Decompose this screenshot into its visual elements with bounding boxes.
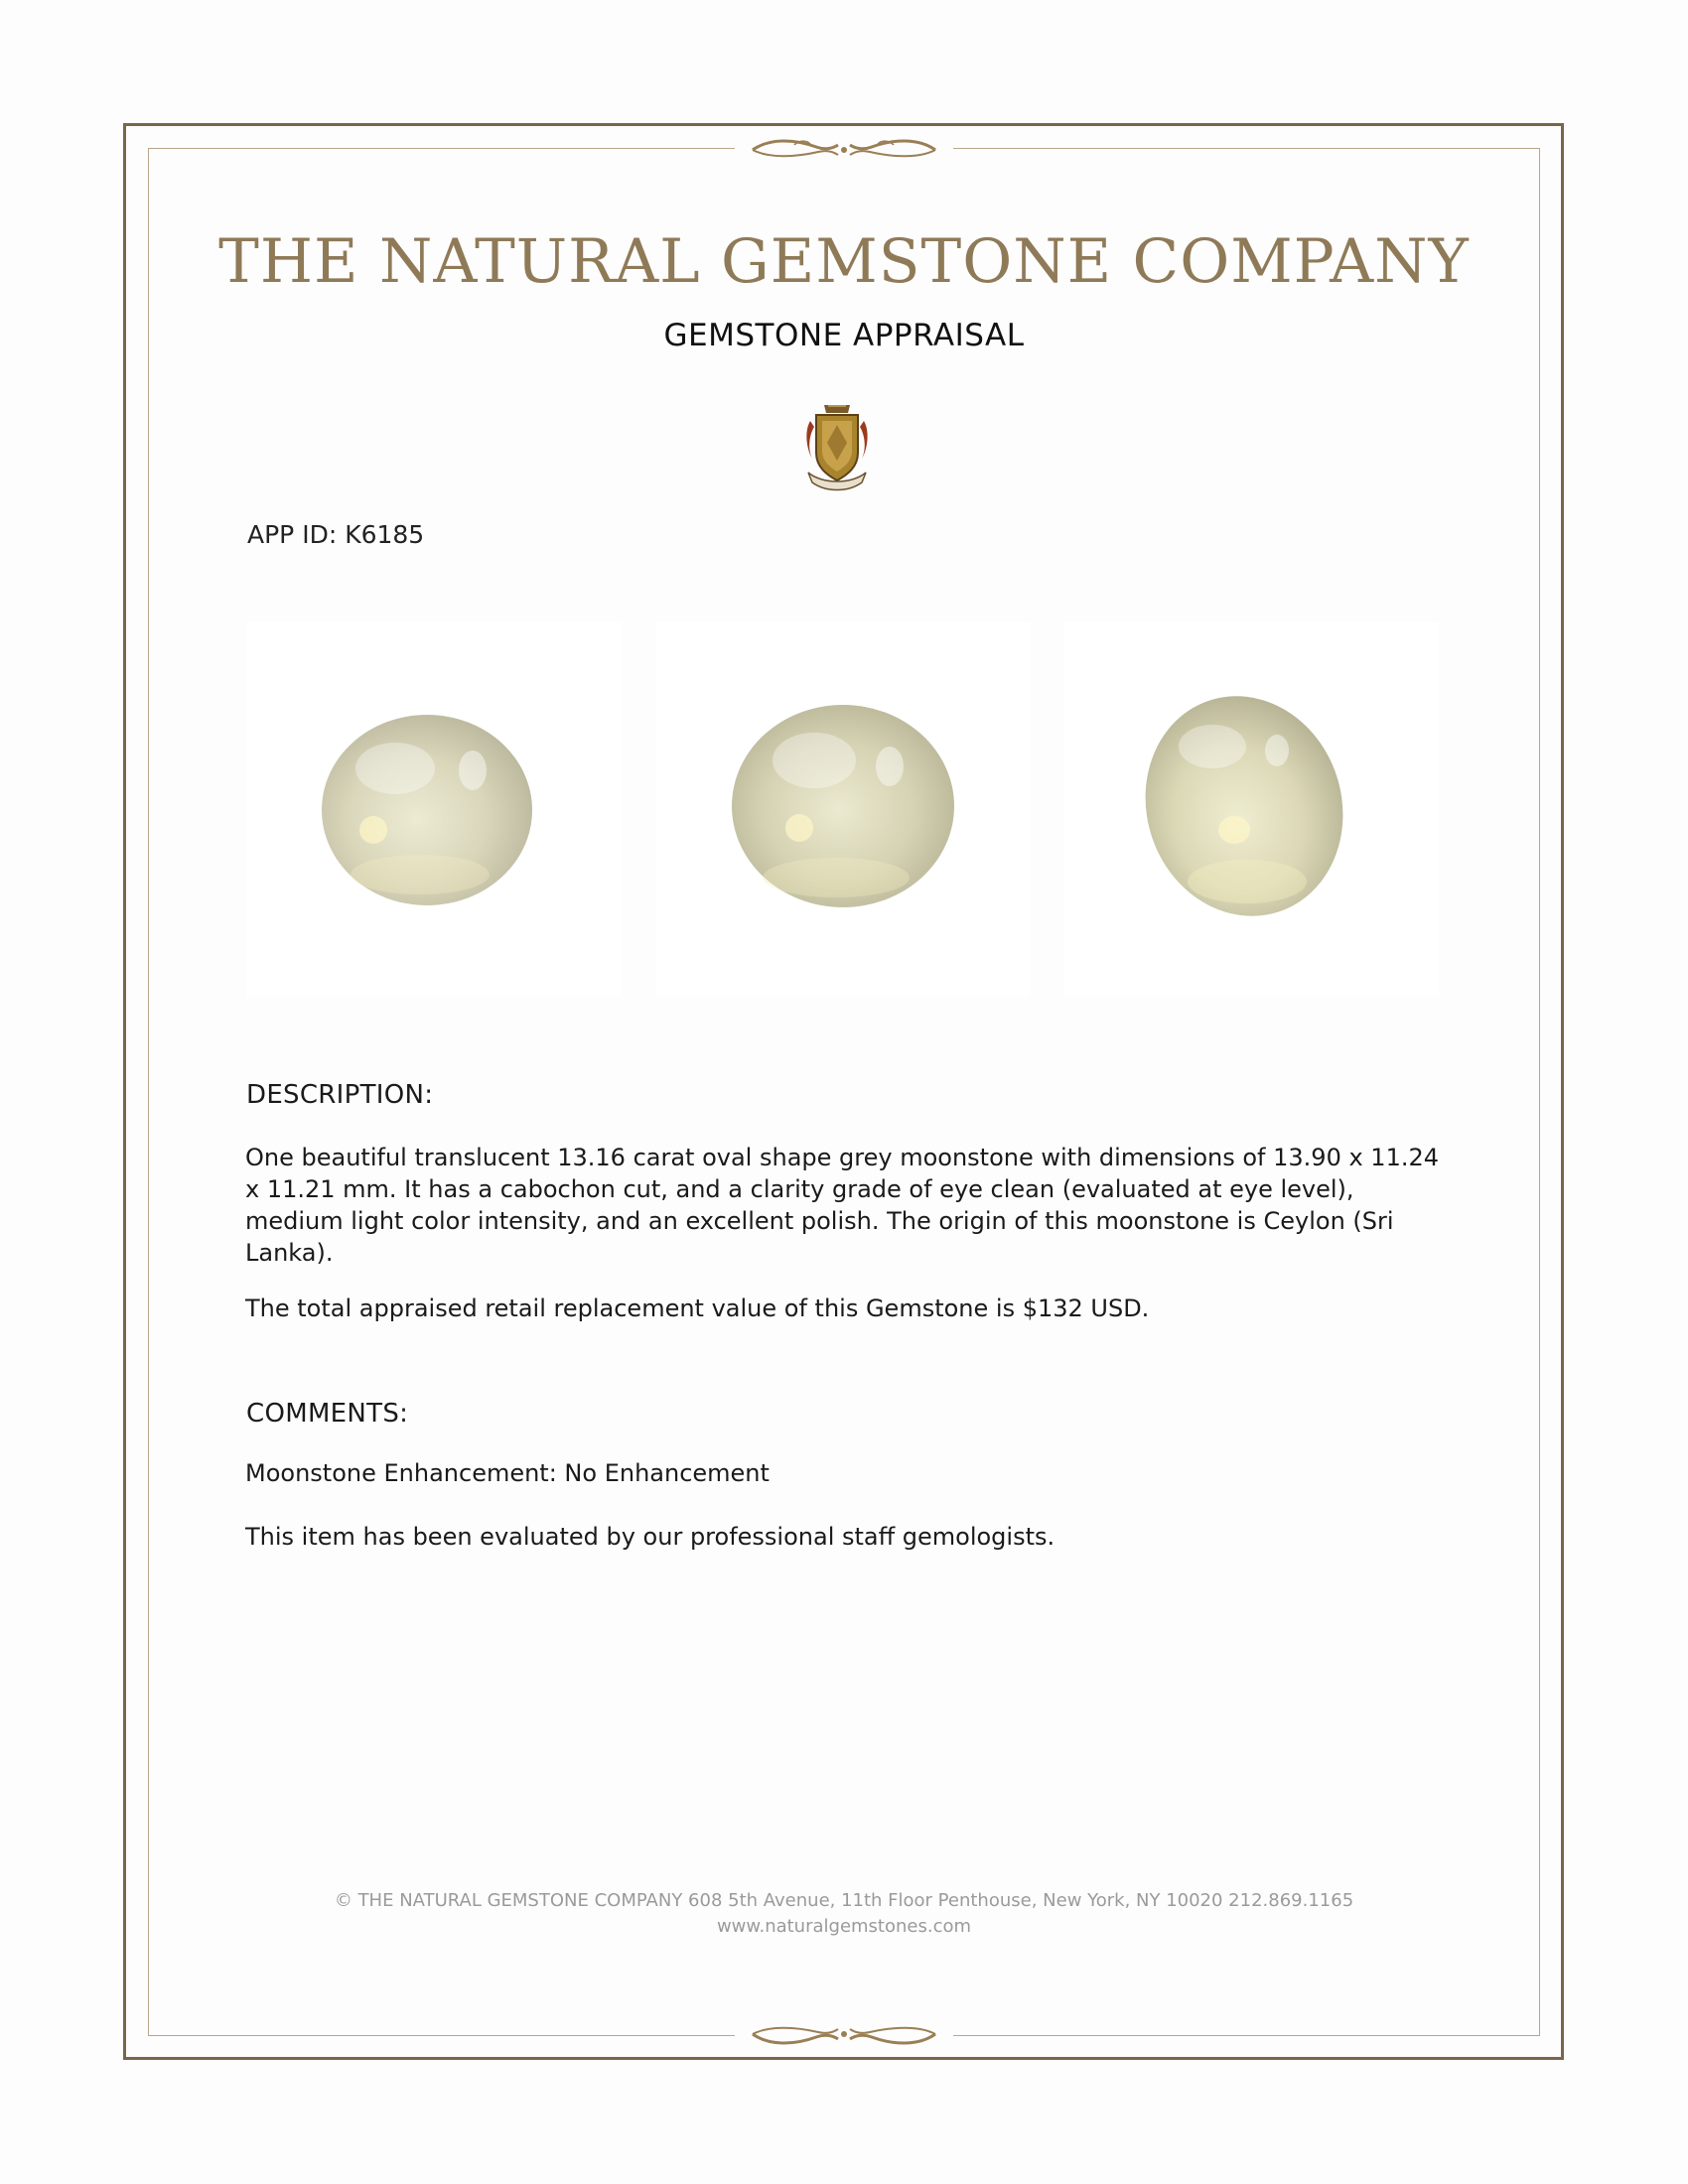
enhancement-comment: Moonstone Enhancement: No Enhancement [245, 1459, 770, 1487]
heraldic-crest-logo [802, 401, 872, 492]
appraisal-id: APP ID: K6185 [247, 520, 425, 549]
description-line: medium light color intensity, and an excellent polish. The origin of this moonstone is Ceylon (Sri [245, 1207, 1394, 1235]
description-line: One beautiful translucent 13.16 carat oval shape grey moonstone with dimensions of 13.90 x 11.24 [245, 1144, 1440, 1171]
description-line: Lanka). [245, 1239, 334, 1267]
comments-heading: COMMENTS: [246, 1399, 409, 1429]
description-heading: DESCRIPTION: [246, 1080, 434, 1110]
appraised-value-statement: The total appraised retail replacement value of this Gemstone is $132 USD. [245, 1295, 1150, 1322]
bottom-scroll-ornament [735, 2021, 953, 2051]
document-title: GEMSTONE APPRAISAL [663, 318, 1025, 353]
description-line: x 11.21 mm. It has a cabochon cut, and a clarity grade of eye clean (evaluated at eye level), [245, 1175, 1354, 1203]
gemstone-photo-2 [655, 621, 1031, 997]
company-name-heading: THE NATURAL GEMSTONE COMPANY [218, 226, 1470, 297]
gemstone-photo-1 [246, 621, 622, 997]
description-body [245, 1142, 1447, 1269]
footer-address: © THE NATURAL GEMSTONE COMPANY 608 5th Avenue, 11th Floor Penthouse, New York, NY 10020 212.869.1165 [334, 1890, 1354, 1911]
evaluation-comment: This item has been evaluated by our professional staff gemologists. [245, 1523, 1055, 1551]
top-scroll-ornament [735, 133, 953, 163]
footer-website: www.naturalgemstones.com [716, 1916, 972, 1937]
gemstone-photo-3 [1063, 621, 1439, 997]
